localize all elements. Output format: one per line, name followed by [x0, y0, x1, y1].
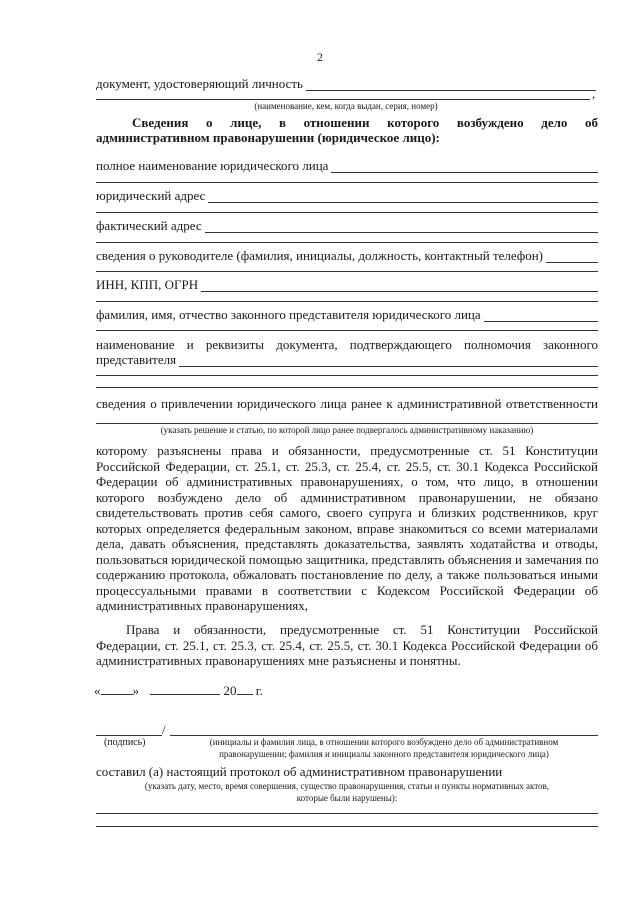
signature-caption-left: (подпись) — [104, 737, 146, 748]
prior-liability-label: сведения о привлечении юридического лица ранее к административной ответственности — [96, 396, 598, 411]
full-name-label: полное наименование юридического лица — [96, 158, 329, 173]
identity-document-label: документ, удостоверяющий личность — [96, 76, 303, 91]
heading-line-2: административном правонарушении (юридическое лицо): — [96, 130, 440, 145]
signature-line — [96, 735, 162, 736]
rights-line: пользоваться юридической помощью защитника, представлять объяснения и замечания по — [96, 551, 599, 567]
full-name-line — [331, 161, 598, 173]
year-prefix: 20 — [223, 683, 237, 698]
identity-document-line — [306, 79, 596, 91]
legal-address-field — [96, 188, 598, 203]
prior-liability-caption: (указать решение и статью, по которой лицо ранее подвергалось административному наказанию) — [160, 425, 534, 435]
representative-name-label: фамилия, имя, отчество законного представителя юридического лица — [96, 307, 481, 322]
signature-caption-right-2: правонарушении; фамилия и инициалы законного представителя юридического лица) — [219, 749, 549, 759]
rights-line: которого возбуждено дело об административном правонарушении, не обязано — [96, 489, 598, 505]
inn-kpp-ogrn-line — [201, 280, 598, 292]
authority-doc-line-2 — [96, 375, 598, 376]
protocol-caption-1: (указать дату, место, время совершения, существо правонарушения, статьи и пункты нормативных актов, — [144, 781, 550, 791]
inn-kpp-ogrn-field — [96, 277, 598, 292]
authority-doc-line-3 — [96, 387, 598, 388]
month-blank — [150, 683, 220, 695]
representative-name-line-2 — [96, 330, 598, 331]
protocol-caption-2: которые были нарушены): — [296, 793, 398, 803]
director-info-line — [546, 251, 598, 263]
full-name-field — [96, 158, 598, 173]
protocol-line-2 — [96, 826, 598, 827]
signature-slash: / — [162, 722, 166, 737]
ack-line: административных правонарушениях мне разъяснены и понятны. — [96, 653, 461, 668]
legal-entity-heading — [96, 115, 598, 145]
actual-address-line-2 — [96, 242, 598, 243]
heading-line-1: Сведения о лице, в отношении которого возбуждено дело об — [132, 115, 598, 130]
identity-document-field — [96, 76, 596, 91]
prior-liability-field — [96, 396, 598, 411]
identity-document-caption: (наименование, кем, когда выдан, серия, номер) — [254, 101, 438, 111]
director-info-line-2 — [96, 271, 598, 272]
acknowledgement-paragraph — [96, 622, 598, 669]
year-suffix: г. — [255, 683, 263, 698]
rights-line: административных правонарушениях, — [96, 598, 308, 613]
date-close-quote: » — [132, 683, 139, 698]
prior-liability-line — [96, 423, 598, 424]
legal-address-label: юридический адрес — [96, 188, 206, 203]
day-blank — [101, 683, 133, 695]
rights-line: Федерации об административных правонарушениях, о том, что лицо, в отношении — [96, 474, 598, 489]
actual-address-field — [96, 218, 598, 233]
protocol-line-1 — [96, 813, 598, 814]
authority-doc-line-1 — [96, 337, 598, 352]
page-number: 2 — [317, 50, 323, 64]
legal-address-line — [208, 191, 598, 203]
authority-doc-line — [179, 355, 598, 367]
rights-line: Российской Федерации, ст. 25.1, ст. 25.3, ст. 25.4, ст. 25.5, ст. 30.1 Кодекса Российской — [96, 458, 598, 474]
date-line — [94, 683, 263, 698]
ack-line: Федерации, ст. 25.1, ст. 25.3, ст. 25.4, ст. 25.5, ст. 30.1 Кодекса Российской Федерации об — [96, 637, 598, 653]
director-info-label: сведения о руководителе (фамилия, инициалы, должность, контактный телефон) — [96, 248, 544, 263]
director-info-field — [96, 248, 598, 263]
rights-line: дела, давать объяснения, представлять доказательства, заявлять ходатайства и отводы, — [96, 536, 598, 551]
actual-address-line — [205, 221, 598, 233]
protocol-composed: составил (а) настоящий протокол об административном правонарушении — [96, 764, 503, 779]
trailing-comma: , — [592, 86, 596, 101]
ack-line: Права и обязанности, предусмотренные ст. 51 Конституции Российской — [126, 622, 598, 637]
authority-doc-label-2: представителя — [96, 352, 177, 367]
representative-name-line — [484, 310, 598, 322]
actual-address-label: фактический адрес — [96, 218, 202, 233]
signature-caption-right-1: (инициалы и фамилия лица, в отношении которого возбуждено дело об административном — [209, 737, 559, 747]
date-open-quote: « — [94, 683, 101, 698]
rights-line: содержанию протокола, обжаловать постановление по делу, а также пользоваться иными — [96, 567, 598, 582]
inn-kpp-ogrn-label: ИНН, КПП, ОГРН — [96, 277, 199, 292]
full-name-line-2 — [96, 182, 598, 183]
authority-doc-label-1: наименование и реквизиты документа, подтверждающего полномочия законного — [96, 337, 598, 352]
rights-paragraph — [96, 443, 598, 614]
identity-document-line-2 — [96, 99, 590, 100]
representative-name-field — [96, 307, 598, 322]
rights-line: которому разъяснены права и обязанности, предусмотренные ст. 51 Конституции — [96, 443, 598, 458]
legal-address-line-2 — [96, 212, 598, 213]
rights-line: которых определяется федеральным законом, вправе знакомиться со всеми материалами — [96, 520, 598, 536]
authority-doc-field — [96, 352, 598, 367]
rights-line: процессуальными правами в соответствии с Кодексом Российской Федерации об — [96, 582, 598, 598]
rights-line: свидетельствовать против себя самого, своего супруга и близких родственников, круг — [96, 505, 598, 520]
signature-name-line — [170, 735, 598, 736]
year-blank — [237, 683, 253, 695]
inn-kpp-ogrn-line-2 — [96, 301, 598, 302]
